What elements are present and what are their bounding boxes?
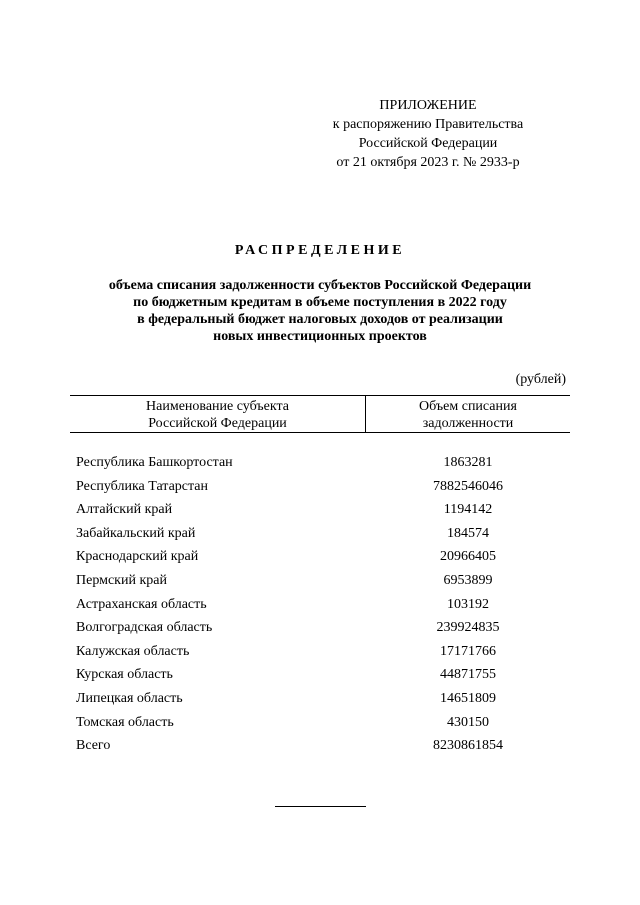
row-amount: 1863281 xyxy=(443,455,493,470)
total-label: Всего xyxy=(76,738,111,754)
row-amount: 430150 xyxy=(447,714,489,730)
appendix-line: Российской Федерации xyxy=(358,136,498,151)
document-title: РАСПРЕДЕЛЕНИЕ xyxy=(234,243,406,258)
row-amount: 44871755 xyxy=(440,667,496,683)
table-row xyxy=(70,687,570,711)
header-subject xyxy=(70,396,366,432)
table-row xyxy=(70,663,570,687)
row-amount: 184574 xyxy=(447,525,489,541)
units-label: (рублей) xyxy=(515,372,566,387)
row-subject: Пермский край xyxy=(76,572,167,588)
table-row xyxy=(70,451,570,475)
table-row xyxy=(70,498,570,522)
header-amount xyxy=(366,396,570,432)
row-amount: 103192 xyxy=(447,596,489,612)
row-subject: Республика Татарстан xyxy=(76,478,209,494)
end-divider xyxy=(275,806,366,807)
total-amount: 8230861854 xyxy=(433,738,503,754)
row-amount: 14651809 xyxy=(440,690,496,706)
row-amount: 239924835 xyxy=(436,620,500,636)
header-amount-line: задолженности xyxy=(422,416,514,431)
row-subject: Астраханская область xyxy=(76,596,207,612)
row-subject: Республика Башкортостан xyxy=(76,455,233,470)
document-subtitle-line: новых инвестиционных проектов xyxy=(213,329,427,344)
table-body xyxy=(70,451,570,758)
row-subject: Волгоградская область xyxy=(76,620,213,636)
table-row xyxy=(70,711,570,735)
row-subject: Курская область xyxy=(76,667,173,683)
header-amount-line: Объем списания xyxy=(419,399,517,414)
row-subject: Томская область xyxy=(76,714,174,730)
row-amount: 17171766 xyxy=(440,643,496,659)
row-subject: Алтайский край xyxy=(76,502,173,518)
appendix-line: к распоряжению Правительства xyxy=(332,117,524,132)
table-row xyxy=(70,545,570,569)
row-subject: Липецкая область xyxy=(76,690,183,706)
document-subtitle-line: объема списания задолженности субъектов Российской Федерации xyxy=(108,278,532,293)
table-row xyxy=(70,616,570,640)
row-subject: Краснодарский край xyxy=(76,549,199,565)
row-amount: 20966405 xyxy=(440,549,496,565)
row-subject: Калужская область xyxy=(76,643,190,659)
table-row xyxy=(70,569,570,593)
distribution-table xyxy=(70,395,570,758)
total-row xyxy=(70,734,570,758)
row-amount: 6953899 xyxy=(443,572,493,588)
table-header xyxy=(70,395,570,433)
appendix-title: ПРИЛОЖЕНИЕ xyxy=(379,98,477,113)
header-subject-line: Российской Федерации xyxy=(148,416,287,431)
table-row xyxy=(70,475,570,499)
appendix-line: от 21 октября 2023 г. № 2933-р xyxy=(336,155,520,170)
row-amount: 7882546046 xyxy=(433,478,503,494)
document-heading xyxy=(70,243,570,345)
table-row xyxy=(70,593,570,617)
header-subject-line: Наименование субъекта xyxy=(146,399,289,414)
row-amount: 1194142 xyxy=(443,502,493,518)
document-subtitle-line: по бюджетным кредитам в объеме поступления в 2022 году xyxy=(133,295,507,310)
table-row xyxy=(70,640,570,664)
appendix-block xyxy=(298,96,558,172)
table-row xyxy=(70,522,570,546)
row-subject: Забайкальский край xyxy=(76,525,196,541)
document-subtitle-line: в федеральный бюджет налоговых доходов от реализации xyxy=(137,312,503,327)
